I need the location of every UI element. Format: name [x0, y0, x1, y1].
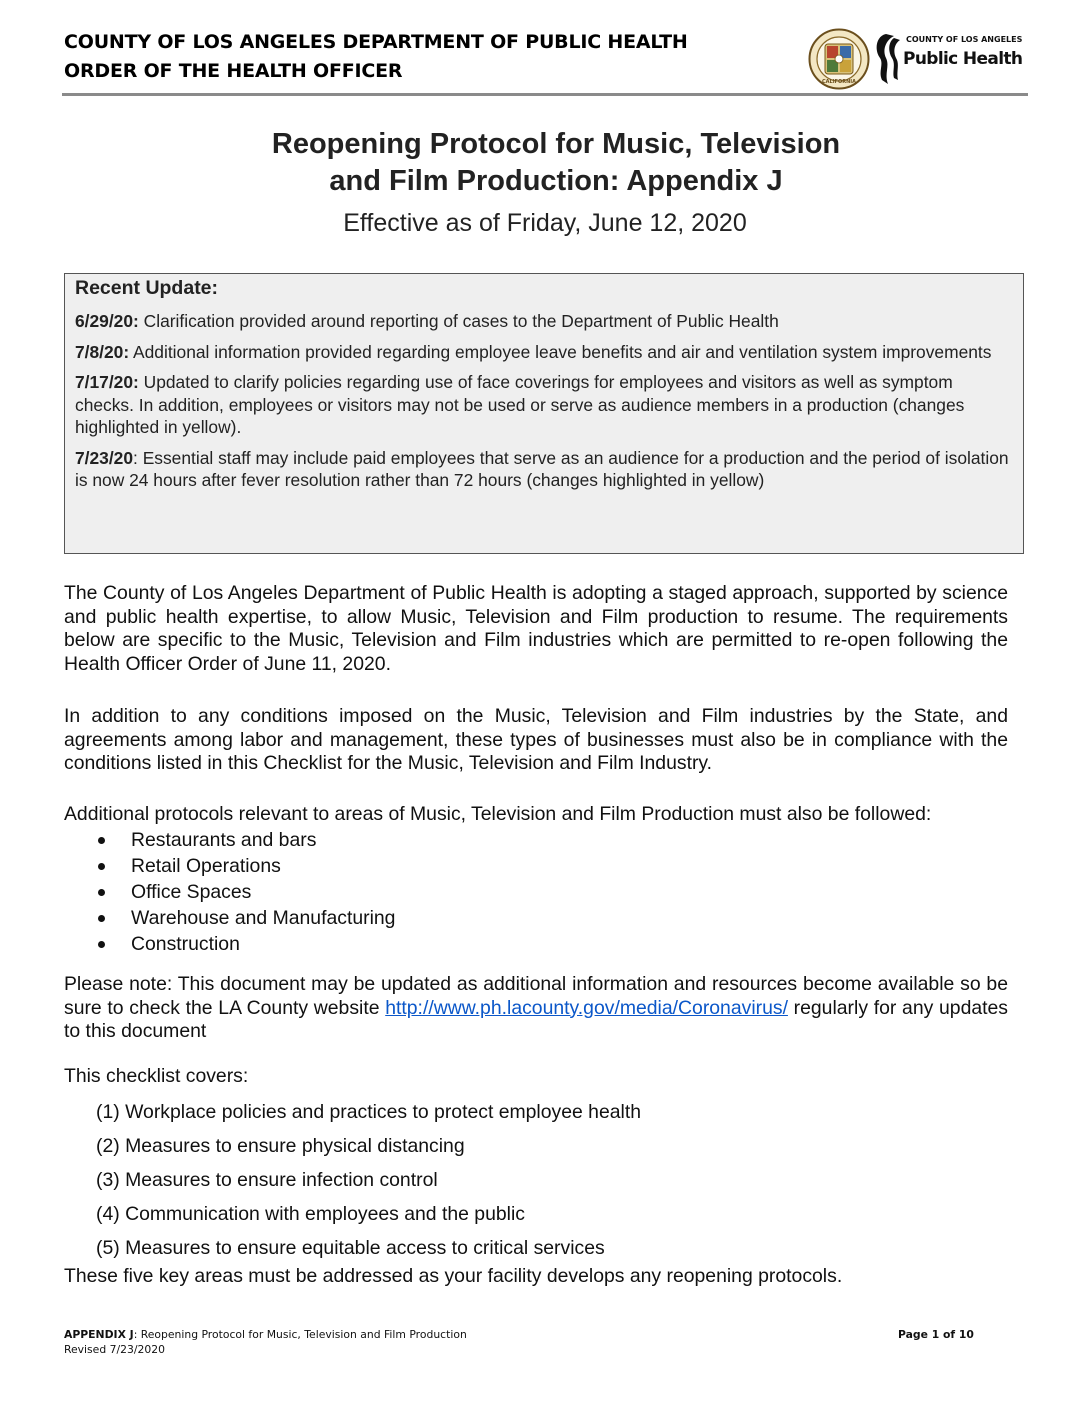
header-line-1: COUNTY OF LOS ANGELES DEPARTMENT OF PUBLIC HEALTH — [64, 31, 688, 53]
compliance-paragraph: In addition to any conditions imposed on the Music, Television and Film industries by the State, and agreements among labor and management, these types of businesses must also be in compliance with the conditions listed in this Checklist for the Music, Television and Film Industry. — [64, 705, 1008, 774]
header-divider — [62, 93, 1028, 96]
document-header — [64, 28, 688, 86]
update-text: Clarification provided around reporting of cases to the Department of Public Health — [138, 311, 779, 331]
intro-paragraph: The County of Los Angeles Department of Public Health is adopting a staged approach, supported by science and public health expertise, to allow Music, Television and Film production to resume. The requirements below are specific to the Music, Television and Film industries which are permitted to re-open following the Health Officer Order of June 11, 2020. — [64, 582, 1008, 675]
bullet-icon — [98, 837, 105, 844]
document-title-line-2: and Film Production: Appendix J — [329, 165, 783, 197]
logo-main-text: Public Health — [903, 49, 1023, 69]
update-date: 7/23/20 — [75, 447, 134, 468]
coronavirus-website-link[interactable]: http://www.ph.lacounty.gov/media/Coronavirus/ — [385, 996, 788, 1019]
protocol-bullet-list — [96, 827, 395, 957]
key-areas-paragraph: These five key areas must be addressed as your facility develops any reopening protocols. — [64, 1265, 843, 1287]
bullet-icon — [98, 915, 105, 922]
seal-text: CALIFORNIA — [821, 79, 857, 85]
list-item: (3) Measures to ensure infection control — [96, 1169, 438, 1191]
effective-date: Effective as of Friday, June 12, 2020 — [343, 209, 747, 237]
list-item — [96, 905, 395, 931]
recent-update-heading: Recent Update: — [75, 277, 219, 299]
list-item-label: Restaurants and bars — [131, 829, 317, 851]
list-item — [96, 827, 395, 853]
footer-revised-date: Revised 7/23/2020 — [64, 1343, 165, 1356]
list-item — [96, 879, 395, 905]
bullet-icon — [98, 863, 105, 870]
list-item: (4) Communication with employees and the public — [96, 1203, 525, 1225]
update-text: Updated to clarify policies regarding use of face coverings for employees and visitors as well as symptom checks. In addition, employees or visitors may not be used or serve as audience members in a production (changes highlighted in yellow). — [75, 372, 965, 437]
update-date: 7/17/20: — [75, 372, 139, 392]
logo-small-text: COUNTY OF LOS ANGELES — [906, 35, 1023, 44]
page-number: Page 1 of 10 — [898, 1328, 974, 1341]
list-item: (5) Measures to ensure equitable access to critical services — [96, 1237, 605, 1259]
note-text-end: regularly for any updates to this document — [64, 996, 1008, 1042]
list-item — [96, 931, 395, 957]
list-item-label: Warehouse and Manufacturing — [131, 907, 396, 929]
checklist-intro: This checklist covers: — [64, 1065, 249, 1087]
checklist-areas — [96, 1095, 641, 1265]
additional-protocols-paragraph: Additional protocols relevant to areas of Music, Television and Film Production must also be followed: — [64, 803, 932, 825]
header-line-2: ORDER OF THE HEALTH OFFICER — [64, 60, 403, 82]
list-item-label: Office Spaces — [131, 881, 252, 903]
list-item-label: Construction — [131, 933, 240, 955]
list-item: (1) Workplace policies and practices to protect employee health — [96, 1101, 642, 1123]
bullet-icon — [98, 941, 105, 948]
update-date: 6/29/20: — [75, 311, 139, 331]
update-item — [75, 447, 1015, 492]
recent-update-box — [64, 273, 1024, 554]
update-item — [75, 341, 1015, 364]
note-text: Please note: This document may be updated as additional information and resources become available so be sure to check the LA County website — [64, 973, 1008, 1019]
list-item: (2) Measures to ensure physical distancing — [96, 1135, 465, 1157]
list-item-label: Retail Operations — [131, 855, 281, 877]
public-health-logo — [872, 28, 1028, 88]
page-footer — [64, 1327, 467, 1357]
bullet-icon — [98, 889, 105, 896]
update-text: : Essential staff may include paid employees that serve as an audience for a production and the period of isolation is now 24 hours after fever resolution rather than 72 hours (changes highlighted in yellow) — [75, 447, 1009, 490]
footer-appendix-label: APPENDIX J — [64, 1328, 134, 1341]
county-seal-logo — [808, 28, 870, 90]
update-date: 7/8/20: — [75, 341, 130, 362]
document-title-line-1: Reopening Protocol for Music, Television — [271, 128, 841, 160]
update-item — [75, 371, 1015, 439]
footer-appendix-title: : Reopening Protocol for Music, Television and Film Production — [133, 1328, 467, 1341]
update-text: Additional information provided regarding employee leave benefits and air and ventilation system improvements — [129, 341, 992, 362]
update-note-paragraph — [64, 973, 1008, 1044]
list-item — [96, 853, 395, 879]
update-item — [75, 310, 1015, 333]
